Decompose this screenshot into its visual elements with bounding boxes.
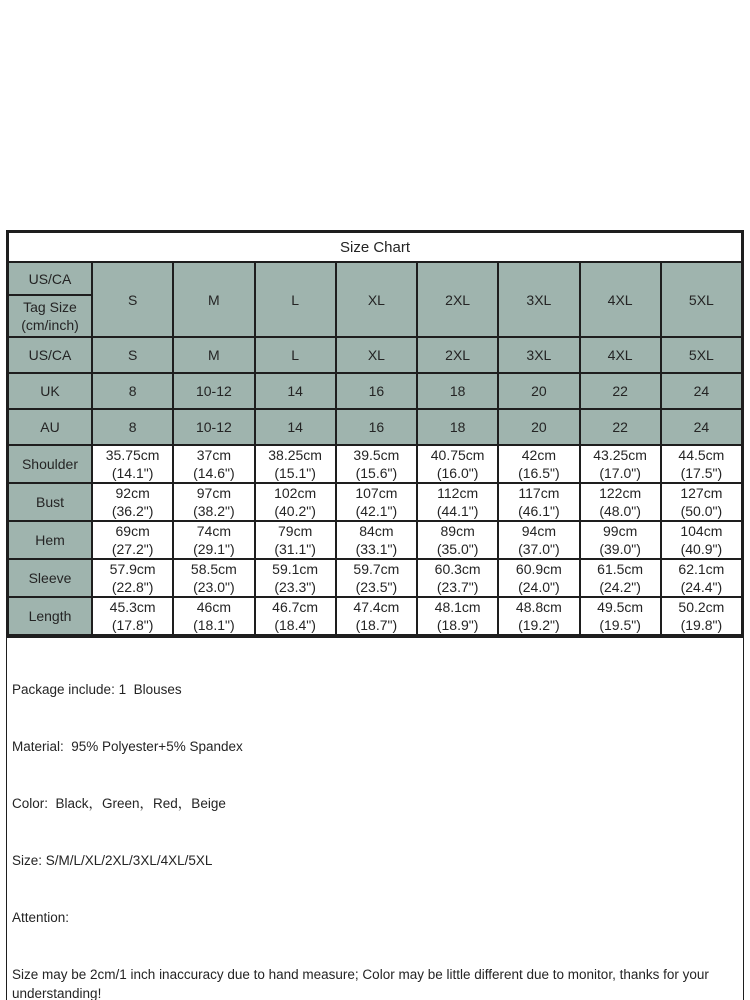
cell-line: 69cm	[115, 523, 150, 539]
cell-line: 58.5cm	[190, 561, 237, 577]
size-column-header-4xl: 4XL	[580, 262, 661, 337]
size-column-header-2xl: 2XL	[417, 262, 498, 337]
size-value-cell: 24	[661, 373, 742, 409]
size-value-cell: XL	[336, 337, 417, 373]
cell-line: (48.0")	[599, 503, 641, 519]
measurement-value-cell	[580, 521, 661, 559]
measurement-row-shoulder	[8, 445, 742, 483]
title-row	[8, 232, 742, 262]
measurement-value-cell	[336, 597, 417, 635]
measurement-value-cell	[255, 559, 336, 597]
row-label-bust: Bust	[8, 483, 92, 521]
measurement-value-cell	[580, 483, 661, 521]
note-attention: Attention:	[12, 910, 70, 925]
measurement-value-cell	[255, 483, 336, 521]
cell-line: (29.1")	[193, 541, 235, 557]
measurement-value-cell	[580, 559, 661, 597]
measurement-value-cell	[173, 445, 254, 483]
measurement-value-cell	[580, 445, 661, 483]
size-value-cell: S	[92, 337, 173, 373]
cell-line: 79cm	[278, 523, 313, 539]
cell-line: 37cm	[196, 447, 231, 463]
measurement-value-cell	[498, 445, 579, 483]
size-value-cell: 18	[417, 409, 498, 445]
product-notes	[7, 636, 743, 1000]
measurement-value-cell	[173, 597, 254, 635]
size-value-cell: 24	[661, 409, 742, 445]
cell-line: 104cm	[680, 523, 723, 539]
cell-line: 48.8cm	[515, 599, 562, 615]
size-value-cell: 16	[336, 373, 417, 409]
cell-line: 59.7cm	[353, 561, 400, 577]
measurement-value-cell	[92, 483, 173, 521]
cell-line: (44.1")	[436, 503, 479, 519]
cell-line: 112cm	[437, 485, 479, 501]
measurement-value-cell	[92, 521, 173, 559]
cell-line: (23.3")	[274, 579, 316, 595]
cell-line: (42.1")	[355, 503, 398, 519]
cell-line: 102cm	[274, 485, 317, 501]
size-value-cell: 16	[336, 409, 417, 445]
cell-line: 50.2cm	[678, 599, 725, 615]
cell-line: 99cm	[603, 523, 638, 539]
cell-line: (50.0")	[680, 503, 723, 519]
cell-line: (24.0")	[518, 579, 560, 595]
cell-line: (14.1")	[111, 465, 154, 481]
cell-line: (18.1")	[193, 617, 235, 633]
measurement-value-cell	[580, 597, 661, 635]
size-row-uk	[8, 373, 742, 409]
cell-line: (39.0")	[599, 541, 641, 557]
cell-line: (23.0")	[193, 579, 235, 595]
measurement-value-cell	[92, 559, 173, 597]
measurement-value-cell	[661, 445, 742, 483]
size-value-cell: 22	[580, 409, 661, 445]
size-value-cell: 5XL	[661, 337, 742, 373]
cell-line: (23.7")	[436, 579, 479, 595]
cell-line: (17.5")	[680, 465, 723, 481]
size-column-header-l: L	[255, 262, 336, 337]
size-value-cell: 2XL	[417, 337, 498, 373]
measurement-value-cell	[336, 445, 417, 483]
cell-line: (19.8")	[680, 617, 723, 633]
note-color: Color: Black，Green，Red，Beige	[12, 796, 226, 811]
measurement-value-cell	[661, 483, 742, 521]
cell-line: (40.9")	[680, 541, 723, 557]
measurement-value-cell	[173, 483, 254, 521]
row-label-au: AU	[8, 409, 92, 445]
size-value-cell: 14	[255, 373, 336, 409]
row-label-usca: US/CA	[8, 337, 92, 373]
cell-line: 97cm	[196, 485, 231, 501]
cell-line: 39.5cm	[353, 447, 400, 463]
size-value-cell: 4XL	[580, 337, 661, 373]
header-row-top	[8, 262, 742, 295]
cell-line: (35.0")	[436, 541, 479, 557]
measurement-value-cell	[417, 483, 498, 521]
measurement-row-bust	[8, 483, 742, 521]
cell-line: (19.2")	[518, 617, 560, 633]
measurement-value-cell	[498, 559, 579, 597]
measurement-row-length	[8, 597, 742, 635]
measurement-row-hem	[8, 521, 742, 559]
cell-line: (37.0")	[518, 541, 560, 557]
measurement-value-cell	[336, 521, 417, 559]
measurement-value-cell	[661, 559, 742, 597]
cell-line: (16.5")	[518, 465, 560, 481]
size-value-cell: 3XL	[498, 337, 579, 373]
size-value-cell: 20	[498, 373, 579, 409]
size-chart-sheet	[6, 230, 744, 1000]
size-column-header-5xl: 5XL	[661, 262, 742, 337]
measurement-value-cell	[417, 445, 498, 483]
measurement-value-cell	[661, 521, 742, 559]
size-value-cell: 18	[417, 373, 498, 409]
measurement-value-cell	[417, 559, 498, 597]
cell-line: 62.1cm	[678, 561, 725, 577]
cell-line: 61.5cm	[597, 561, 644, 577]
cell-line: 122cm	[599, 485, 642, 501]
measurement-value-cell	[92, 445, 173, 483]
cell-line: (18.7")	[355, 617, 398, 633]
cell-line: 44.5cm	[678, 447, 725, 463]
cell-line: (38.2")	[193, 503, 235, 519]
size-value-cell: 20	[498, 409, 579, 445]
cell-line: (22.8")	[111, 579, 154, 595]
cell-line: (33.1")	[355, 541, 398, 557]
size-value-cell: L	[255, 337, 336, 373]
cell-line: (46.1")	[518, 503, 560, 519]
size-value-cell: 10-12	[173, 409, 254, 445]
note-package-include: Package include: 1 Blouses	[12, 682, 182, 697]
cell-line: (14.6")	[193, 465, 235, 481]
size-column-header-s: S	[92, 262, 173, 337]
cell-line: (36.2")	[111, 503, 154, 519]
corner-tag-size	[8, 295, 92, 337]
cell-line: 107cm	[355, 485, 398, 501]
cell-line: 74cm	[196, 523, 231, 539]
note-size: Size: S/M/L/XL/2XL/3XL/4XL/5XL	[12, 853, 213, 868]
size-row-au	[8, 409, 742, 445]
cell-line: 49.5cm	[597, 599, 644, 615]
cell-line: 57.9cm	[109, 561, 156, 577]
measurement-value-cell	[661, 597, 742, 635]
measurement-value-cell	[336, 483, 417, 521]
cell-line: 47.4cm	[353, 599, 400, 615]
cell-line: (16.0")	[436, 465, 479, 481]
size-value-cell: M	[173, 337, 254, 373]
measurement-value-cell	[417, 597, 498, 635]
cell-line: (24.2")	[599, 579, 641, 595]
measurement-row-sleeve	[8, 559, 742, 597]
cell-line: (24.4")	[680, 579, 723, 595]
cell-line: 45.3cm	[109, 599, 156, 615]
measurement-value-cell	[498, 597, 579, 635]
cell-line: (17.8")	[111, 617, 154, 633]
note-material: Material: 95% Polyester+5% Spandex	[12, 739, 243, 754]
measurement-value-cell	[417, 521, 498, 559]
corner-us-ca: US/CA	[8, 262, 92, 295]
note-disclaimer: Size may be 2cm/1 inch inaccuracy due to hand measure; Color may be little different due to monitor, thanks for your understanding!	[12, 967, 713, 1000]
size-value-cell: 8	[92, 409, 173, 445]
cell-line: 127cm	[680, 485, 723, 501]
measurement-value-cell	[336, 559, 417, 597]
cell-line: (27.2")	[111, 541, 154, 557]
size-row-usca	[8, 337, 742, 373]
cell-line: 60.3cm	[434, 561, 481, 577]
cell-line: 46.7cm	[272, 599, 319, 615]
cell-line: 40.75cm	[430, 447, 485, 463]
measurement-value-cell	[498, 483, 579, 521]
cell-line: (15.1")	[274, 465, 316, 481]
measurement-value-cell	[255, 597, 336, 635]
cell-line: 92cm	[115, 485, 150, 501]
row-label-hem: Hem	[8, 521, 92, 559]
size-value-cell: 10-12	[173, 373, 254, 409]
cell-line: (40.2")	[274, 503, 316, 519]
measurement-value-cell	[255, 521, 336, 559]
size-column-header-3xl: 3XL	[498, 262, 579, 337]
cell-line: (23.5")	[355, 579, 398, 595]
measurement-value-cell	[173, 521, 254, 559]
size-value-cell: 14	[255, 409, 336, 445]
size-chart-table	[7, 231, 743, 636]
cell-line: 38.25cm	[268, 447, 322, 463]
measurement-value-cell	[255, 445, 336, 483]
row-label-length: Length	[8, 597, 92, 635]
cell-line: 43.25cm	[593, 447, 647, 463]
cell-line: (18.4")	[274, 617, 316, 633]
cell-line: (18.9")	[436, 617, 479, 633]
measurement-value-cell	[173, 559, 254, 597]
measurement-value-cell	[92, 597, 173, 635]
row-label-sleeve: Sleeve	[8, 559, 92, 597]
row-label-uk: UK	[8, 373, 92, 409]
cell-line: Tag Size	[23, 299, 77, 315]
cell-line: (19.5")	[599, 617, 641, 633]
cell-line: 117cm	[518, 485, 560, 501]
cell-line: 84cm	[359, 523, 394, 539]
cell-line: (17.0")	[599, 465, 641, 481]
cell-line: 48.1cm	[434, 599, 481, 615]
cell-line: (15.6")	[355, 465, 398, 481]
size-value-cell: 8	[92, 373, 173, 409]
chart-title: Size Chart	[8, 232, 742, 262]
size-column-header-m: M	[173, 262, 254, 337]
cell-line: 46cm	[196, 599, 231, 615]
row-label-shoulder: Shoulder	[8, 445, 92, 483]
cell-line: 35.75cm	[105, 447, 160, 463]
cell-line: (cm/inch)	[21, 317, 79, 333]
measurement-value-cell	[498, 521, 579, 559]
size-value-cell: 22	[580, 373, 661, 409]
cell-line: (31.1")	[274, 541, 316, 557]
size-column-header-xl: XL	[336, 262, 417, 337]
cell-line: 59.1cm	[272, 561, 319, 577]
cell-line: 94cm	[521, 523, 556, 539]
cell-line: 60.9cm	[515, 561, 562, 577]
cell-line: 42cm	[521, 447, 556, 463]
cell-line: 89cm	[440, 523, 475, 539]
